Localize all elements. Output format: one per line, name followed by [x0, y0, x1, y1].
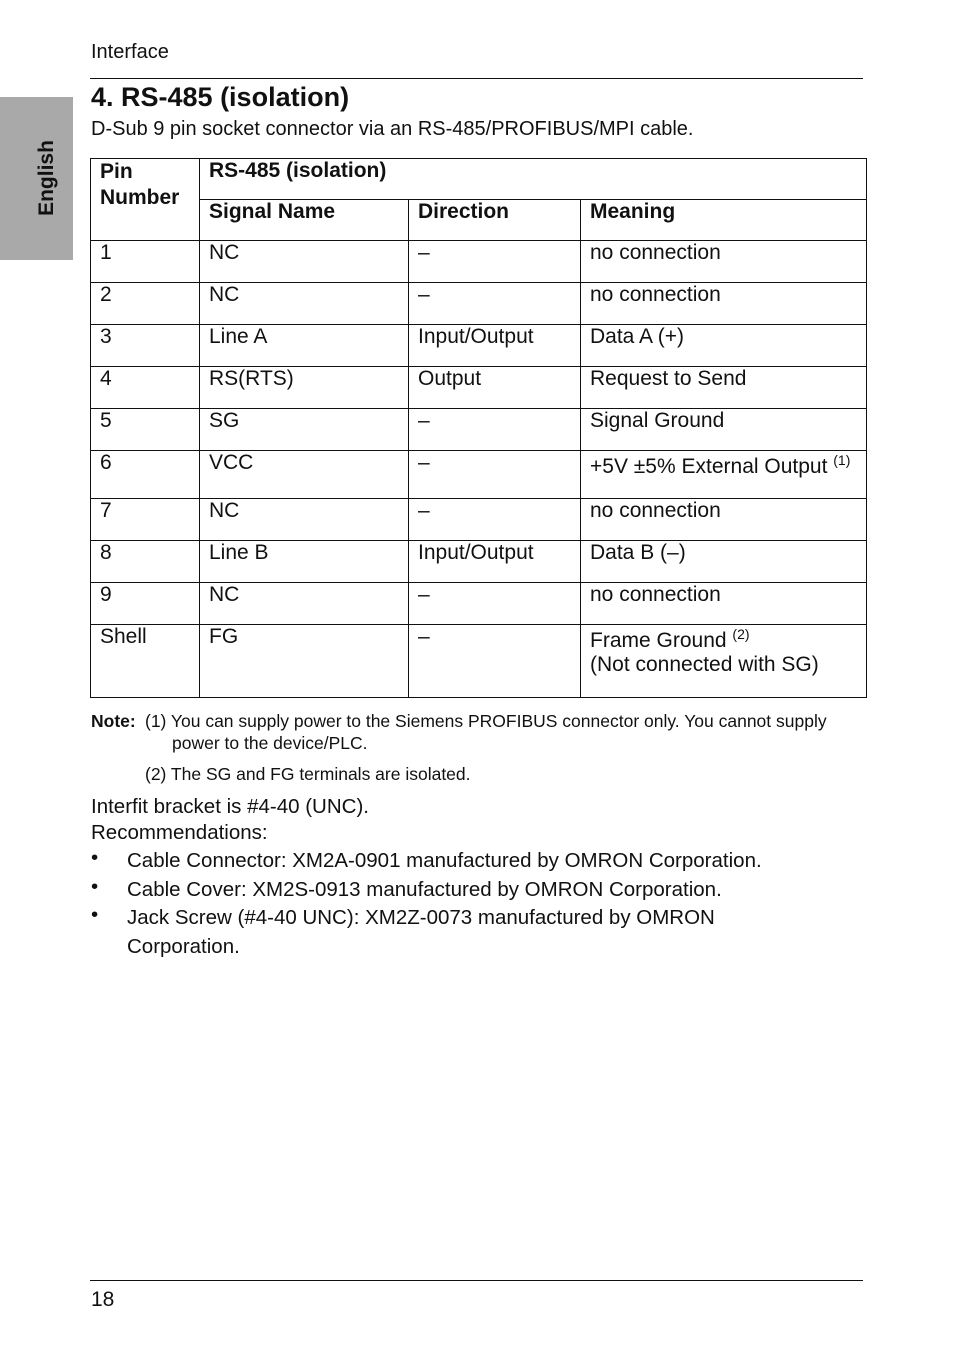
direction-cell: – [409, 283, 581, 325]
pin-cell: 8 [91, 541, 200, 583]
signal-cell: Line A [200, 325, 409, 367]
section-title: 4. RS-485 (isolation) [91, 82, 350, 112]
header-rule [90, 78, 863, 79]
meaning-cell [581, 451, 867, 499]
table-row [91, 541, 867, 583]
signal-cell: FG [200, 625, 409, 698]
group-header: RS-485 (isolation) [200, 159, 867, 200]
pin-cell: 7 [91, 499, 200, 541]
list-item-text: Cable Cover: XM2S-0913 manufactured by OMRON Corporation. [127, 878, 722, 901]
note-text: (1) You can supply power to the Siemens PROFIBUS connector only. You cannot supply power to the device/PLC. [145, 711, 827, 753]
bullet-icon: • [91, 846, 99, 869]
bracket-text: Interfit bracket is #4-40 (UNC). [91, 795, 369, 818]
pin-cell: Shell [91, 625, 200, 698]
meaning-text-line2: (Not connected with SG) [590, 653, 819, 676]
pin-cell: 1 [91, 241, 200, 283]
footnote-ref: (1) [833, 452, 851, 468]
meaning-cell: no connection [581, 241, 867, 283]
table-row [91, 451, 867, 499]
direction-cell: – [409, 499, 581, 541]
column-header-signal: Signal Name [200, 200, 409, 241]
signal-cell: VCC [200, 451, 409, 499]
footer-rule [90, 1280, 863, 1281]
meaning-cell: Data A (+) [581, 325, 867, 367]
pin-cell: 2 [91, 283, 200, 325]
direction-cell: – [409, 625, 581, 698]
note-2: (2) The SG and FG terminals are isolated. [145, 764, 471, 784]
direction-cell: Input/Output [409, 541, 581, 583]
footnote-ref: (2) [732, 626, 750, 642]
bullet-icon: • [91, 903, 99, 926]
direction-cell: Output [409, 367, 581, 409]
pin-cell: 3 [91, 325, 200, 367]
running-head: Interface [91, 41, 169, 63]
meaning-cell: no connection [581, 283, 867, 325]
direction-cell: Input/Output [409, 325, 581, 367]
pin-assignment-table [90, 158, 867, 698]
table-row [91, 325, 867, 367]
direction-cell: – [409, 241, 581, 283]
pin-cell: 5 [91, 409, 200, 451]
meaning-text: +5V ±5% External Output [590, 455, 828, 478]
page-number: 18 [91, 1288, 115, 1311]
meaning-cell [581, 625, 867, 698]
direction-cell: – [409, 583, 581, 625]
table-row [91, 625, 867, 698]
meaning-cell: Request to Send [581, 367, 867, 409]
note-1 [91, 710, 851, 754]
table-row [91, 241, 867, 283]
table-row [91, 283, 867, 325]
signal-cell: NC [200, 583, 409, 625]
table-row [91, 499, 867, 541]
column-header-direction: Direction [409, 200, 581, 241]
direction-cell: – [409, 409, 581, 451]
signal-cell: Line B [200, 541, 409, 583]
note-label: Note: [91, 711, 136, 731]
bullet-icon: • [91, 875, 99, 898]
table-row [91, 367, 867, 409]
meaning-cell: Data B (–) [581, 541, 867, 583]
recommendations-label: Recommendations: [91, 821, 268, 844]
table-row [91, 409, 867, 451]
meaning-cell: no connection [581, 583, 867, 625]
pin-cell: 6 [91, 451, 200, 499]
section-intro: D-Sub 9 pin socket connector via an RS-485/PROFIBUS/MPI cable. [91, 118, 694, 140]
pin-number-header: Pin Number [91, 159, 200, 241]
signal-cell: NC [200, 241, 409, 283]
pin-cell: 9 [91, 583, 200, 625]
signal-cell: RS(RTS) [200, 367, 409, 409]
meaning-text: Frame Ground [590, 629, 727, 652]
column-header-meaning: Meaning [581, 200, 867, 241]
list-item-text: Jack Screw (#4-40 UNC): XM2Z-0073 manufactured by OMRON Corporation. [127, 906, 715, 958]
meaning-cell: Signal Ground [581, 409, 867, 451]
signal-cell: NC [200, 283, 409, 325]
signal-cell: SG [200, 409, 409, 451]
list-item-text: Cable Connector: XM2A-0901 manufactured by OMRON Corporation. [127, 849, 762, 872]
table-row [91, 583, 867, 625]
language-tab-label: English [35, 140, 58, 216]
pin-cell: 4 [91, 367, 200, 409]
direction-cell: – [409, 451, 581, 499]
signal-cell: NC [200, 499, 409, 541]
meaning-cell: no connection [581, 499, 867, 541]
